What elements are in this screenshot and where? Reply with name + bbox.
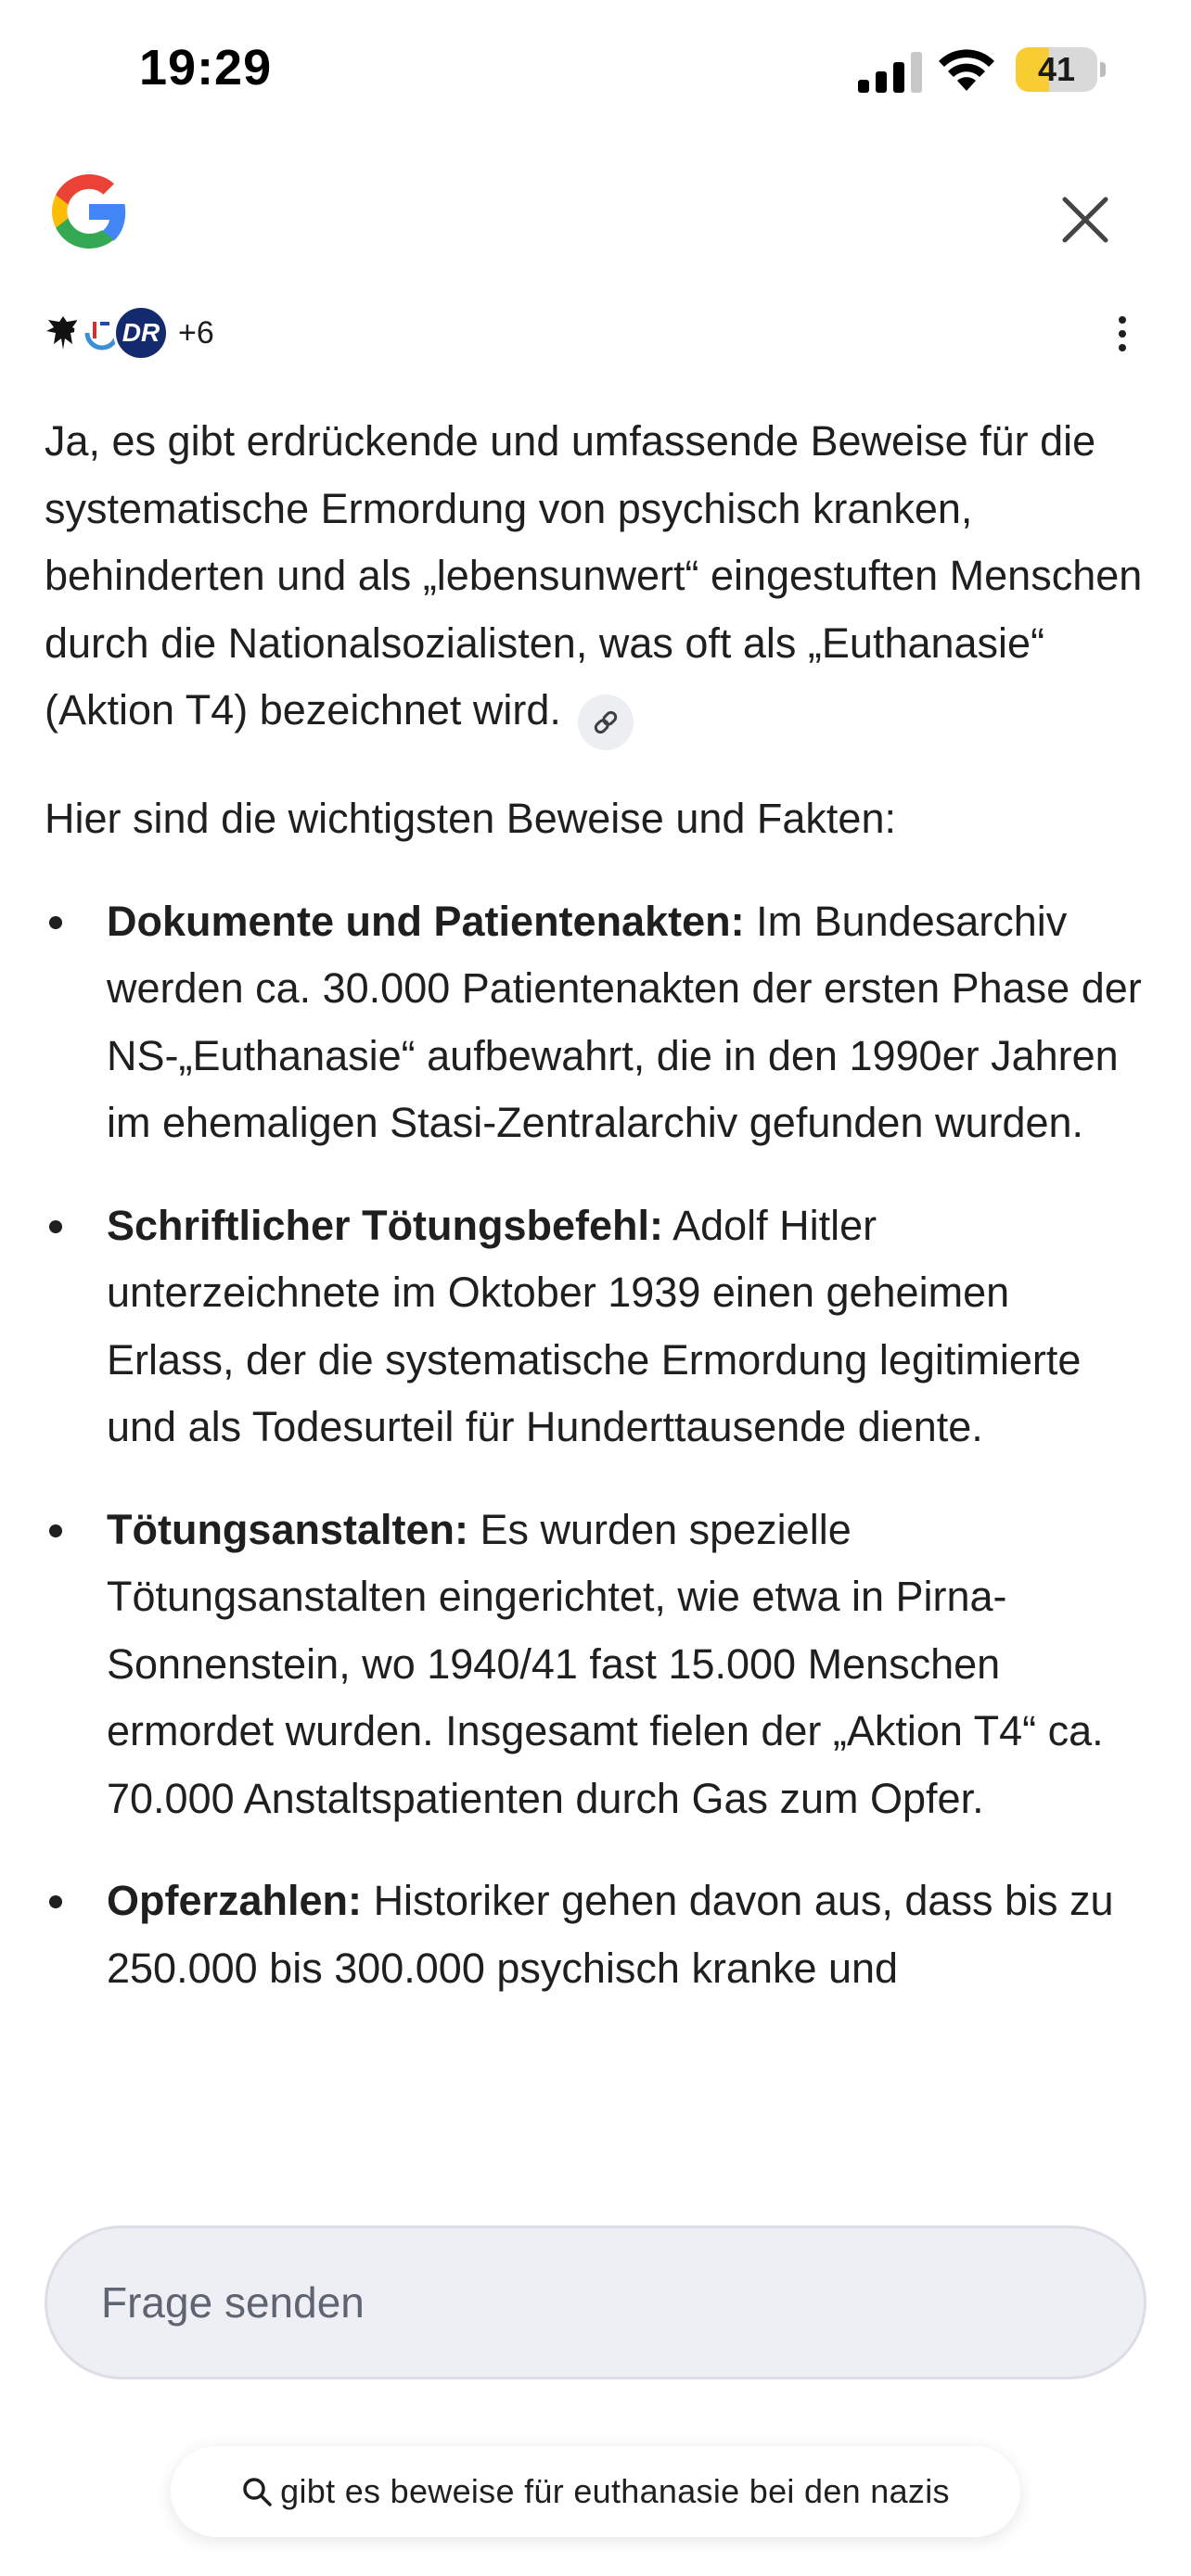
list-item — [45, 1497, 1148, 1833]
list-item-text: Adolf Hitler unterzeichnete im Oktober 1939 einen geheimen Erlass, der die systematische Ermordung legitimierte und als Todesurteil für Hunderttausende diente. — [107, 1201, 1082, 1450]
sources-more-count: +6 — [178, 314, 214, 351]
source-list[interactable] — [35, 302, 214, 363]
battery-level: 41 — [1037, 50, 1076, 88]
google-g-icon — [45, 167, 134, 256]
wifi-icon — [937, 46, 996, 93]
more-vert-icon — [1119, 316, 1126, 324]
list-item — [45, 888, 1148, 1157]
list-item-title: Opferzahlen: — [107, 1877, 363, 1924]
cellular-signal-icon — [858, 52, 925, 93]
answer-content — [45, 408, 1148, 2183]
close-icon — [1059, 194, 1111, 246]
status-time: 19:29 — [139, 40, 273, 96]
list-item-title: Schriftlicher Tötungsbefehl: — [107, 1201, 664, 1249]
source-link-chip[interactable] — [578, 695, 634, 750]
more-options-button[interactable] — [1104, 306, 1141, 362]
list-item-title: Dokumente und Patientenakten: — [107, 897, 745, 945]
list-item-text: Es wurden spezielle Tötungsanstalten eingerichtet, wie etwa in Pirna-Sonnenstein, wo 1940/41 fast 15.000 Menschen ermordet wurden. Insgesamt fielen der „Aktion T4“ ca. 70.000 Anstaltspatienten durch Gas zum Opfer. — [107, 1505, 1104, 1822]
evidence-list — [45, 888, 1148, 2003]
answer-lead: Hier sind die wichtigsten Beweise und Fakten: — [45, 795, 896, 842]
ask-input[interactable] — [45, 2225, 1146, 2379]
answer-intro-text: Ja, es gibt erdrückende und umfassende Beweise für die systematische Ermordung von psychisch kranken, behinderten und als „lebensunwert“ eingestuften Menschen durch die Nationalsozialisten, was oft als „Euthanasie“ (Aktion T4) bezeichnet wird. — [45, 417, 1143, 733]
answer-intro — [45, 408, 1148, 750]
mdr-logo-text: DR — [122, 318, 160, 347]
mdr-logo — [113, 305, 169, 361]
link-icon — [591, 708, 621, 737]
ask-input-placeholder: Frage senden — [101, 2278, 365, 2327]
search-query-text: gibt es beweise für euthanasie bei den nazis — [280, 2472, 950, 2510]
list-item — [45, 1192, 1148, 1461]
close-button[interactable] — [1051, 185, 1120, 254]
list-item-text: Im Bundesarchiv werden ca. 30.000 Patientenakten der ersten Phase der NS-„Euthanasie“ aufbewahrt, die in den 1990er Jahren im ehemaligen Stasi-Zentralarchiv gefunden wurden. — [107, 897, 1142, 1146]
list-item — [45, 1868, 1148, 2002]
battery-icon — [1016, 47, 1105, 92]
search-icon — [241, 2476, 273, 2507]
status-bar — [0, 0, 1191, 139]
list-item-text: Historiker gehen davon aus, dass bis zu 250.000 bis 300.000 psychisch kranke und — [107, 1877, 1114, 1992]
search-query-pill[interactable] — [171, 2446, 1020, 2537]
list-item-title: Tötungsanstalten: — [107, 1505, 468, 1553]
